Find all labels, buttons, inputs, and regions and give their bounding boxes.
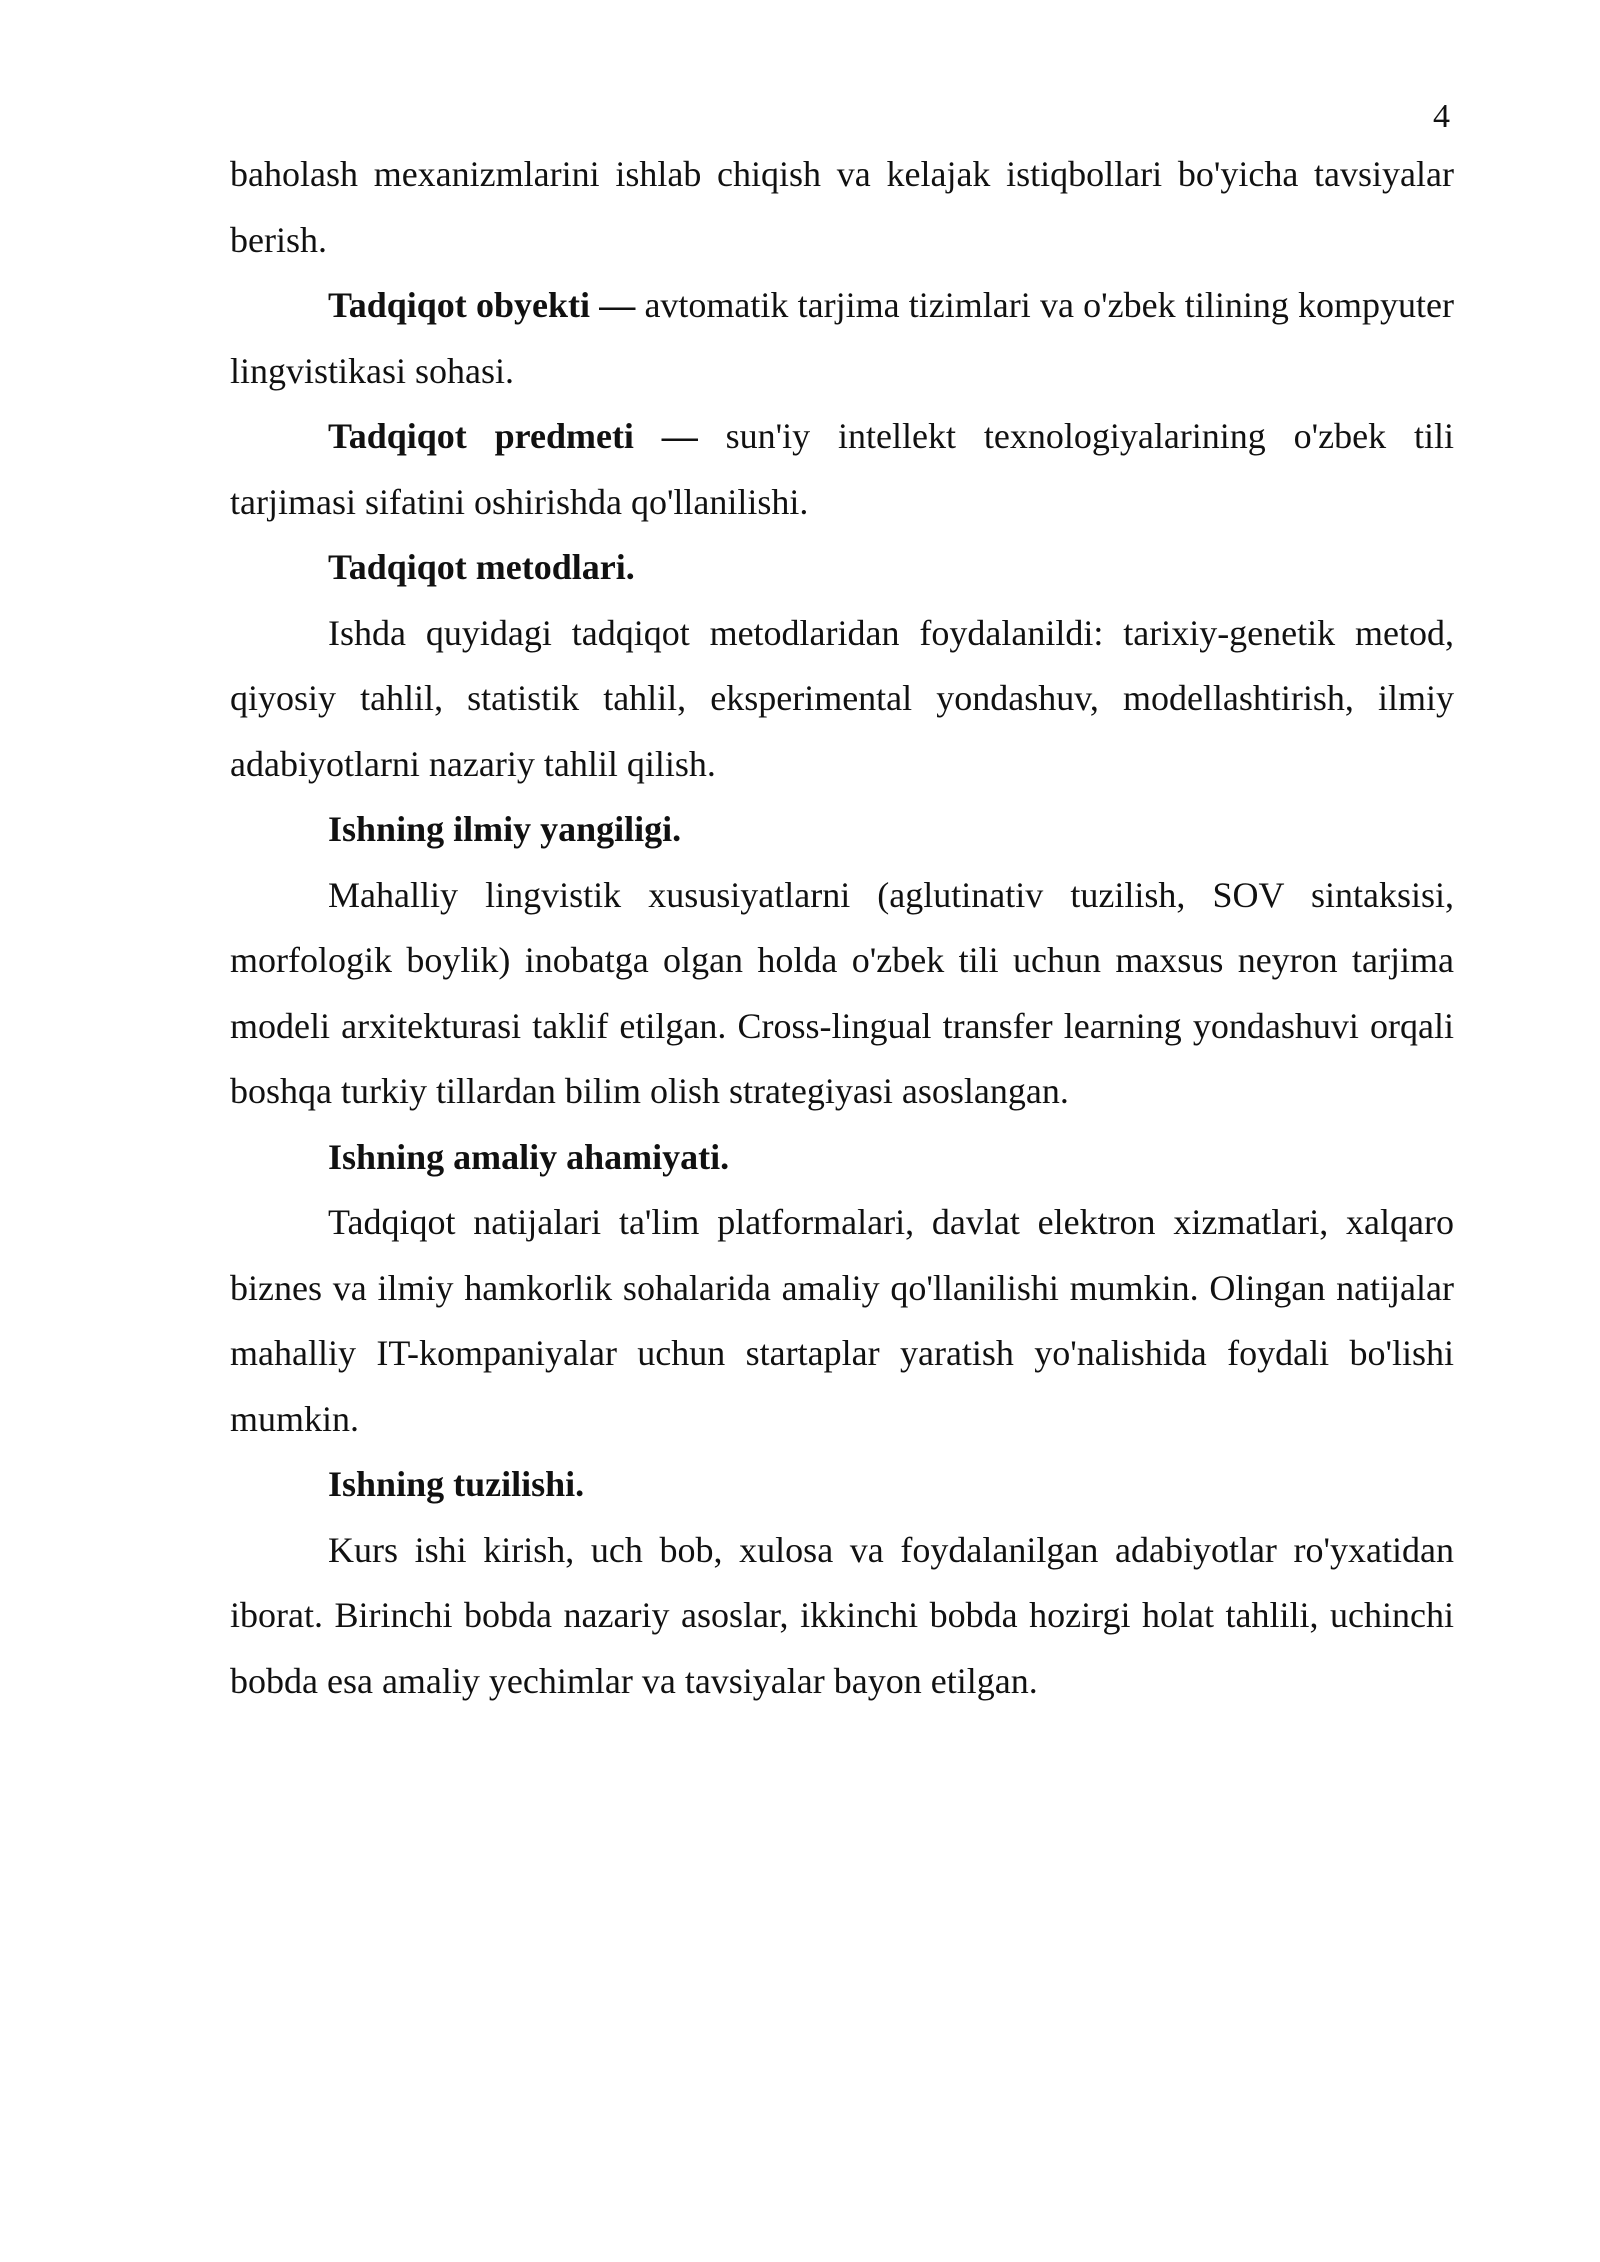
research-object-term: Tadqiqot obyekti — [328, 285, 590, 325]
research-object-paragraph — [230, 273, 1454, 404]
methods-heading: Tadqiqot metodlari. — [328, 547, 635, 587]
novelty-heading: Ishning ilmiy yangiligi. — [328, 809, 682, 849]
research-object-text: avtomatik tarjima tizimlari va o'zbek tilining kompyuter lingvistikasi sohasi. — [230, 285, 1455, 391]
research-subject-text: sun'iy intellekt texnologiyalarining o'zbek tili tarjimasi sifatini oshirishda qo'llanilishi. — [230, 416, 1454, 522]
structure-heading: Ishning tuzilishi. — [328, 1464, 585, 1504]
research-object-dash: — — [590, 285, 645, 325]
research-subject-dash: — — [633, 416, 726, 456]
methods-paragraph: Ishda quyidagi tadqiqot metodlaridan foydalanildi: tarixiy-genetik metod, qiyosiy tahlil, statistik tahlil, eksperimental yondashuv, modellashtirish, ilmiy adabiyotlarni nazariy tahlil qilish. — [230, 612, 1454, 784]
structure-paragraph: Kurs ishi kirish, uch bob, xulosa va foydalanilgan adabiyotlar ro'yxatidan iborat. Birinchi bobda nazariy asoslar, ikkinchi bobda hozirgi holat tahlili, uchinchi bobda esa amaliy yechimlar va tavsiyalar bayon etilgan. — [230, 1529, 1454, 1701]
page-body — [230, 142, 1454, 1714]
research-subject-paragraph — [230, 404, 1454, 535]
research-subject-term: Tadqiqot predmeti — [328, 416, 634, 456]
novelty-paragraph: Mahalliy lingvistik xususiyatlarni (aglutinativ tuzilish, SOV sintaksisi, morfologik boylik) inobatga olgan holda o'zbek tili uchun maxsus neyron tarjima modeli arxitekturasi taklif etilgan. Cross-lingual transfer learning yondashuvi orqali boshqa turkiy tillardan bilim olish strategiyasi asoslangan. — [230, 874, 1454, 1111]
continuation-paragraph: baholash mexanizmlarini ishlab chiqish va kelajak istiqbollari bo'yicha tavsiyalar berish. — [230, 154, 1454, 260]
page-number: 4 — [1433, 98, 1450, 135]
practical-significance-paragraph: Tadqiqot natijalari ta'lim platformalari, davlat elektron xizmatlari, xalqaro biznes va ilmiy hamkorlik sohalarida amaliy qo'llanilishi mumkin. Olingan natijalar mahalliy IT-kompaniyalar uchun startaplar yaratish yo'nalishida foydali bo'lishi mumkin. — [230, 1202, 1454, 1439]
practical-significance-heading: Ishning amaliy ahamiyati. — [328, 1136, 730, 1177]
